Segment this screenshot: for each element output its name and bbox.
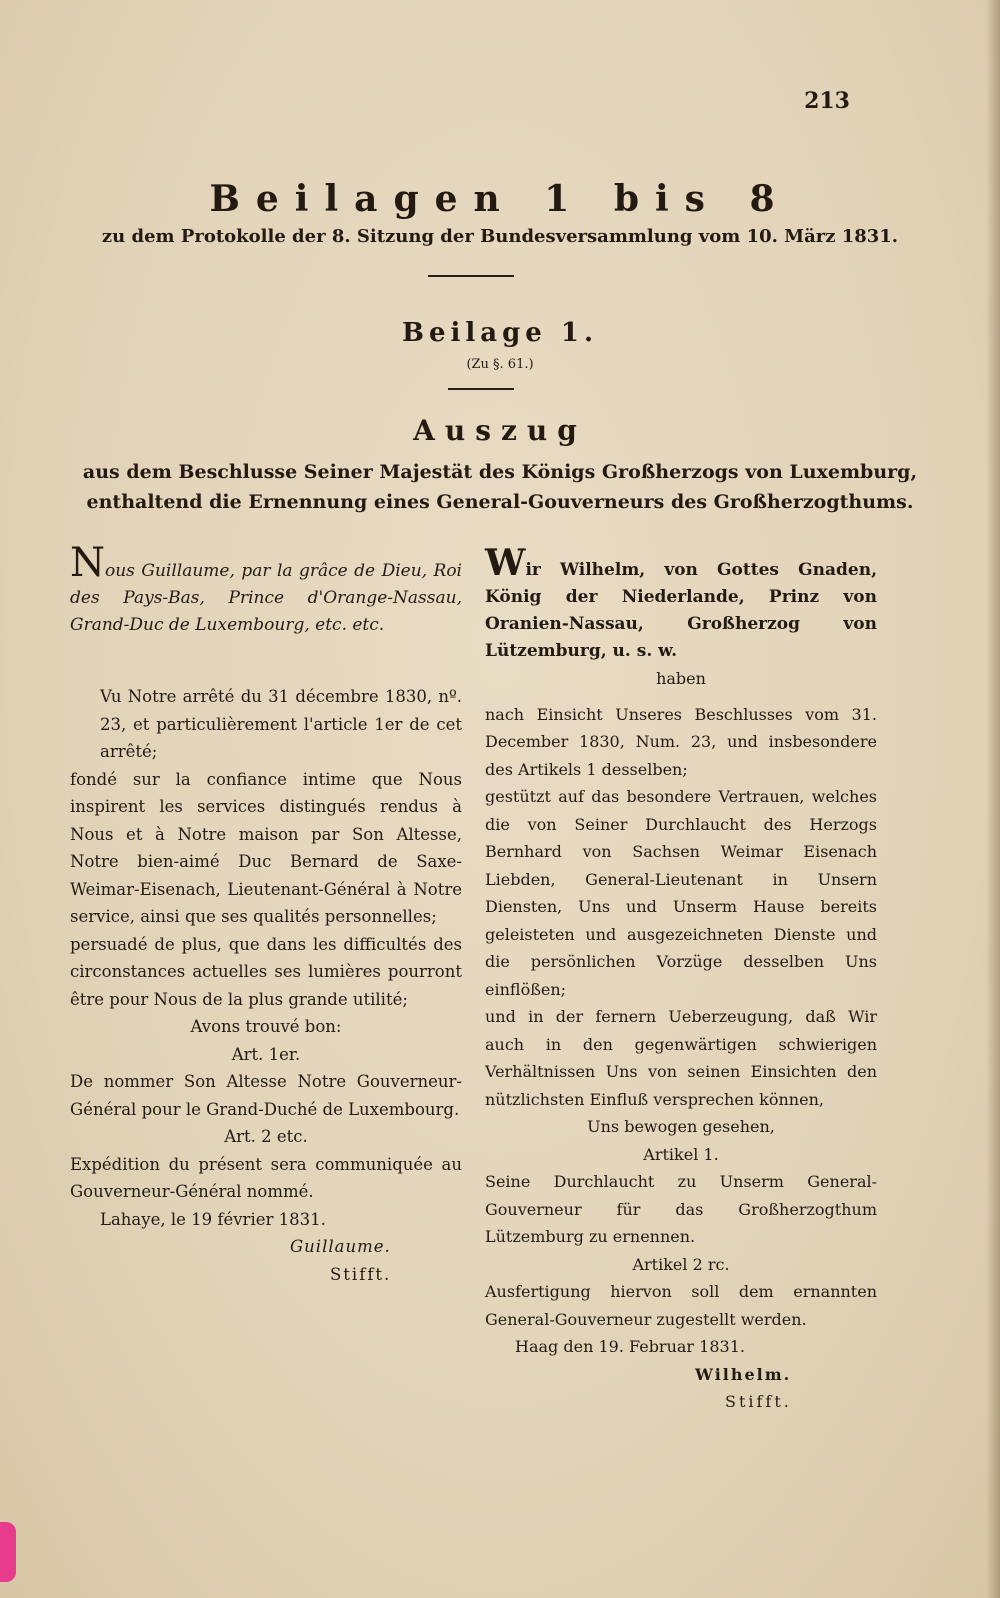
french-article-1-label: Art. 1er.	[231, 1044, 301, 1064]
german-paragraph: nach Einsicht Unseres Beschlusses vom 31. December 1830, Num. 23, und insbesondere des Artikels 1 desselben;	[485, 704, 877, 779]
french-expedition: Expédition du présent sera communiquée au Gouverneur-Général nommé.	[70, 1154, 462, 1201]
french-article-2-label: Art. 2 etc.	[224, 1127, 308, 1146]
german-signature: Wilhelm.	[695, 1364, 792, 1384]
french-heading-text: ous Guillaume, par la grâce de Dieu, Roi des Pays-Bas, Prince d'Orange-Nassau, Grand-Duc de Luxembourg, etc. etc.	[70, 561, 462, 635]
german-place-date: Haag den 19. Februar 1831.	[515, 1337, 745, 1356]
beilage-reference: (Zu §. 61.)	[466, 357, 534, 372]
german-article-1-text: Seine Durchlaucht zu Unserm General-Gouverneur für das Großherzogthum Lützemburg zu ernennen.	[485, 1172, 877, 1246]
german-heading-text: ir Wilhelm, von Gottes Gnaden, König der Niederlande, Prinz von Oranien-Nassau, Großherzog von Lützemburg, u. s. w.	[485, 560, 877, 661]
german-countersign: Stifft.	[725, 1392, 792, 1411]
pink-tab-marker	[0, 1522, 16, 1582]
page-title: Beilagen 1 bis 8	[209, 178, 791, 220]
german-article-2-label: Artikel 2 rc.	[632, 1254, 730, 1274]
german-ausfertigung: Ausfertigung hiervon soll dem ernannten General-Gouverneur zugestellt werden.	[485, 1282, 877, 1329]
german-initial: W	[485, 542, 526, 584]
french-column	[70, 540, 462, 1288]
french-paragraph: persuadé de plus, que dans les difficultés des circonstances actuelles ses lumières pourront être pour Nous de la plus grande utilité;	[70, 934, 462, 1009]
auszug-description	[0, 457, 1000, 517]
french-avons: Avons trouvé bon:	[190, 1017, 342, 1036]
french-heading	[70, 540, 462, 639]
german-paragraph: und in der fernern Ueberzeugung, daß Wir auch in den gegenwärtigen schwierigen Verhältnissen Uns von seinen Einsichten den nützlichsten Einfluß versprechen können,	[485, 1007, 877, 1109]
german-heading	[485, 542, 877, 665]
page-subtitle: zu dem Protokolle der 8. Sitzung der Bundesversammlung vom 10. März 1831.	[101, 226, 899, 247]
auszug-line-1: aus dem Beschlusse Seiner Majestät des Königs Großherzogs von Luxemburg,	[82, 461, 918, 483]
german-bewogen: Uns bewogen gesehen,	[587, 1117, 775, 1136]
auszug-title: Auszug	[413, 414, 587, 447]
divider-rule	[428, 275, 514, 277]
page-number: 213	[804, 88, 850, 114]
beilage-label: Beilage 1.	[401, 318, 599, 348]
german-paragraph: gestützt auf das besondere Vertrauen, welches die von Seiner Durchlaucht des Herzogs Bernhard von Sachsen Weimar Eisenach Liebden, General-Lieutenant in Unsern Diensten, Uns und Unserm Hause bereits geleisteten und ausgezeichneten Dienste und die persönlichen Vorzüge desselben Uns einflößen;	[485, 787, 877, 999]
german-article-1-label: Artikel 1.	[643, 1144, 719, 1164]
french-signature: Guillaume.	[290, 1237, 391, 1256]
french-place-date: Lahaye, le 19 février 1831.	[100, 1209, 326, 1229]
divider-rule	[448, 388, 514, 390]
german-column	[485, 542, 877, 1416]
french-paragraph: fondé sur la confiance intime que Nous inspirent les services distingués rendus à Nous et à Notre maison par Son Altesse, Notre bien-aimé Duc Bernard de Saxe-Weimar-Eisenach, Lieutenant-Général à Notre service, ainsi que ses qualités personnelles;	[70, 769, 462, 926]
auszug-line-2: enthaltend die Ernennung eines General-Gouverneurs des Großherzogthums.	[86, 491, 914, 513]
french-initial: N	[70, 540, 105, 586]
french-paragraph: Vu Notre arrêté du 31 décembre 1830, nº. 23, et particulièrement l'article 1er de cet arrêté;	[100, 687, 462, 761]
german-haben: haben	[656, 669, 706, 688]
french-article-1-text: De nommer Son Altesse Notre Gouverneur-Général pour le Grand-Duché de Luxembourg.	[70, 1072, 462, 1119]
french-countersign: Stifft.	[330, 1264, 392, 1284]
